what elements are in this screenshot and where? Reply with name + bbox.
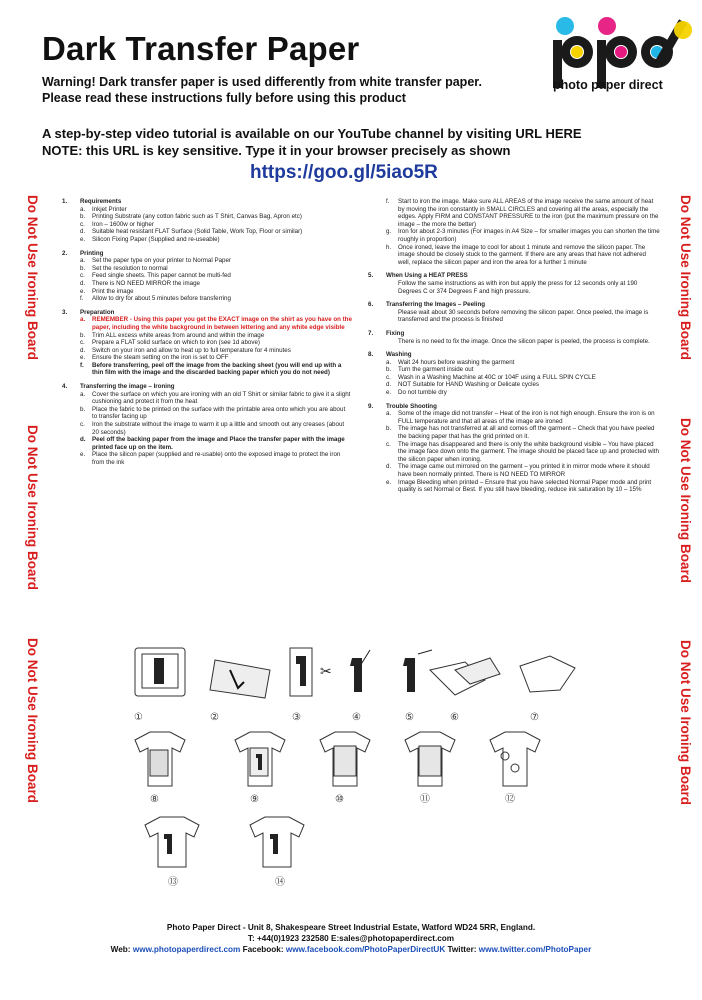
step-label: ⑩: [335, 794, 344, 805]
section-title: Trouble Shooting: [386, 402, 437, 410]
item-text: Image Bleeding when printed – Ensure that you have selected Normal Paper mode and print quality is set Normal or Best. If you still have bleeding, reduce ink saturation by 10 – 15%: [398, 478, 652, 494]
item-letter: a.: [80, 390, 86, 398]
item-text: Iron for about 2-3 minutes (For images in A4 Size – for smaller images you can shorten the time roughly in proportion): [398, 228, 660, 243]
item-text: Allow to dry for about 5 minutes before transferring: [92, 295, 231, 303]
step-label: ②: [210, 712, 219, 723]
list-item: [386, 244, 660, 267]
item-text: Trim ALL excess white areas from around and within the image: [92, 331, 265, 339]
section-text: There is no need to fix the image. Once the silicon paper is peeled, the process is complete.: [398, 337, 650, 345]
item-text: Once ironed, leave the image to cool for about 1 minute and remove the silicon paper. The image should be closely stuck to the garment. If there are any areas that have not adhered well, replace the silicon paper and iron the area for a further 1 minute: [398, 243, 646, 266]
facebook-label: Facebook:: [242, 945, 284, 954]
section-title: When Using a HEAT PRESS: [386, 272, 468, 280]
item-text: Wait 24 hours before washing the garment: [398, 358, 515, 366]
step-6-shirt-peel-illustration: [430, 658, 500, 695]
item-text: NOT Suitable for HAND Washing or Delicate cycles: [398, 381, 539, 389]
list-item: [80, 451, 352, 466]
item-text: There is NO NEED MIRROR the image: [92, 279, 200, 287]
list-item: [80, 406, 352, 421]
item-letter: a.: [80, 205, 86, 213]
section-number: 7.: [368, 329, 374, 337]
section-text: Please wait about 30 seconds before removing the silicon paper. Once peeled, the image is transferred and the process is finished: [398, 308, 649, 324]
item-letter: d.: [80, 279, 86, 287]
step-10-shirt-illustration: [320, 732, 370, 786]
warning-line-1: Warning! Dark transfer paper is used differently from white transfer paper.: [42, 75, 482, 89]
section-printing: [62, 250, 352, 303]
section-number: 5.: [368, 272, 374, 280]
item-text: Some of the image did not transfer – Heat of the iron is not high enough. Ensure the iron is on FULL temperature and that all areas of the image are ironed: [398, 410, 655, 425]
footer-links: [0, 944, 702, 955]
item-letter: d.: [80, 228, 86, 236]
website-link[interactable]: www.photopaperdirect.com: [132, 945, 241, 954]
item-text: Silicon Fixing Paper (Supplied and re-useable): [92, 235, 220, 243]
item-letter: c.: [386, 440, 391, 448]
item-text: Switch on your iron and allow to heat up to full temperature for 4 minutes: [92, 346, 291, 354]
step-9-shirt-illustration: [235, 732, 285, 786]
list-item-remember: [80, 316, 352, 331]
section-title: Fixing: [386, 329, 405, 337]
step-11-shirt-illustration: [405, 732, 455, 786]
item-text: Prepare a FLAT solid surface on which to iron (see 1d above): [92, 339, 260, 347]
item-letter: d.: [386, 381, 392, 389]
step-label: ⑨: [250, 794, 259, 805]
item-text: Iron – 1600w or higher: [92, 220, 154, 228]
facebook-link[interactable]: www.facebook.com/PhotoPaperDirectUK: [285, 945, 446, 954]
list-item: [386, 463, 660, 478]
list-item: [386, 359, 660, 367]
step-label: ⑦: [530, 712, 539, 723]
list-item: [80, 347, 352, 355]
footer: [0, 922, 702, 955]
item-letter: d.: [386, 463, 392, 471]
page-title: Dark Transfer Paper: [42, 30, 360, 67]
item-letter: c.: [80, 220, 85, 228]
item-letter: g.: [386, 228, 392, 236]
item-letter: e.: [80, 287, 86, 295]
item-letter: a.: [386, 358, 392, 366]
side-warning-right-1: Do Not Use Ironing Board: [678, 195, 693, 360]
step-7-shirt-illustration: [520, 656, 575, 692]
logo-tagline: photo paper direct: [553, 78, 663, 92]
item-text: The image came out mirrored on the garment – you printed it in mirror mode where it should have been normally printed. There is NO NEED TO MIRROR: [398, 463, 650, 478]
step-2-peel-illustration: [210, 660, 270, 698]
list-item: [80, 332, 352, 340]
step-13-shirt-illustration: [145, 817, 199, 867]
item-letter: h.: [386, 243, 392, 251]
list-item: [80, 354, 352, 362]
step-12-shirt-illustration: [490, 732, 540, 786]
item-text: Before transferring, peel off the image from the backing sheet (you will end up with a thin film with the image and the discarded backing paper which you do not need): [92, 361, 342, 377]
list-item: [80, 206, 352, 214]
item-letter: c.: [80, 272, 85, 280]
item-text: Set the paper type on your printer to Normal Paper: [92, 257, 231, 265]
step-1-printer-illustration: [135, 648, 185, 696]
item-text: Feed single sheets. This paper cannot be multi-fed: [92, 272, 231, 280]
item-letter: e.: [80, 451, 86, 459]
side-warning-left-1: Do Not Use Ironing Board: [25, 195, 40, 360]
section-washing: [368, 351, 660, 397]
section-transferring-ironing: [62, 383, 352, 467]
item-text: Wash in a Washing Machine at 40C or 104F using a FULL SPIN CYCLE: [398, 373, 596, 381]
item-letter: a.: [80, 257, 86, 265]
section-number: 4.: [62, 383, 68, 391]
ppd-logo: [545, 12, 695, 112]
item-letter: c.: [80, 421, 85, 429]
section-title: Requirements: [80, 198, 122, 205]
section-requirements: [62, 198, 352, 244]
step-illustrations: [120, 640, 590, 890]
item-letter: b.: [80, 264, 86, 272]
item-text: Turn the garment inside out: [398, 366, 474, 374]
list-item: [80, 391, 352, 406]
list-item: [386, 389, 660, 397]
list-item: [80, 288, 352, 296]
item-text: The image has disappeared and there is only the white background visible – You have placed the image face down onto the garment. The image should be placed face up and protected with the silicon paper when ironing.: [398, 440, 659, 463]
item-text: Peel off the backing paper from the image and Place the transfer paper with the image printed face up on the item.: [92, 436, 345, 451]
item-letter: a.: [80, 316, 86, 324]
side-warning-left-2: Do Not Use Ironing Board: [25, 425, 40, 590]
tutorial-url-link[interactable]: https://goo.gl/5iao5R: [250, 162, 438, 183]
list-item: [80, 272, 352, 280]
step-label: ①: [134, 712, 143, 723]
item-text: Start to iron the image. Make sure ALL AREAS of the image receive the same amount of heat by moving the iron constantly in SMALL CIRCLES and covering all the areas, especially the edges. Apply FIRM and CONSTANT PRESSURE to the iron (put the maximum pressure on the image – the more the better): [398, 198, 659, 228]
warning-line-2: Please read these instructions fully before using this product: [42, 91, 406, 105]
item-text: Print the image: [92, 287, 134, 295]
step-14-shirt-illustration: [250, 817, 304, 867]
item-letter: e.: [386, 389, 392, 397]
item-letter: a.: [386, 410, 392, 418]
video-line-1: A step-by-step video tutorial is available on our YouTube channel by visiting URL HERE: [42, 126, 582, 141]
side-warning-right-2: Do Not Use Ironing Board: [678, 418, 693, 583]
step-label: ⑥: [450, 712, 459, 723]
side-warning-right-3: Do Not Use Ironing Board: [678, 640, 693, 805]
section-number: 8.: [368, 351, 374, 359]
item-text: Set the resolution to normal: [92, 264, 168, 272]
section-trouble-shooting: [368, 403, 660, 494]
list-item: [386, 366, 660, 374]
item-letter: b.: [80, 405, 86, 413]
step-8-shirt-illustration: [135, 732, 185, 786]
step-5-separate-illustration: [403, 650, 432, 692]
section-number: 6.: [368, 301, 374, 309]
section-number: 2.: [62, 249, 68, 257]
section-text: Follow the same instructions as with iron but apply the press for 12 seconds only at 190 Degrees C or 374 Degrees F and high pressure.: [398, 279, 638, 295]
list-item: [386, 425, 660, 440]
list-item: [80, 280, 352, 288]
section-title: Transferring the image – Ironing: [80, 383, 175, 391]
step-label: ⑫: [505, 794, 515, 805]
item-letter: b.: [80, 331, 86, 339]
video-note: [42, 125, 642, 159]
item-letter: e.: [386, 478, 392, 486]
footer-address: Photo Paper Direct - Unit 8, Shakespeare Street Industrial Estate, Watford WD24 5RR, England.: [166, 923, 536, 932]
step-label: ⑪: [420, 794, 430, 805]
step-label: ③: [292, 712, 301, 723]
right-instructions-column: [368, 198, 660, 500]
step-label: ⑭: [275, 877, 285, 888]
item-letter: c.: [386, 373, 391, 381]
item-letter: f.: [80, 295, 84, 303]
step-4-cut-illustration: [350, 650, 370, 692]
list-item: [80, 265, 352, 273]
section-title: Printing: [80, 249, 104, 257]
step-label: ④: [352, 712, 361, 723]
item-letter: b.: [80, 213, 86, 221]
list-item: [80, 257, 352, 265]
list-item: [386, 374, 660, 382]
section-preparation: [62, 309, 352, 377]
list-item: [80, 228, 352, 236]
list-item: [80, 295, 352, 303]
item-text: Cover the surface on which you are ironing with an old T Shirt or similar fabric to give it a slight cushioning and protect it from the heat: [92, 390, 351, 406]
item-text: The image has not transferred at all and comes off the garment – Check that you have peeled the backing paper that has the grid printed on it.: [398, 425, 655, 441]
section-number: 1.: [62, 198, 68, 205]
section-title: Transferring the Images – Peeling: [386, 301, 486, 309]
warning-text: [42, 74, 512, 106]
item-letter: b.: [386, 366, 392, 374]
item-letter: c.: [80, 339, 85, 347]
section-fixing: [368, 330, 660, 345]
step-label: ⑧: [150, 794, 159, 805]
list-item: [80, 362, 352, 377]
left-instructions-column: [62, 198, 352, 473]
item-text: Place the fabric to be printed on the surface with the printable area onto which you are about to transfer facing up: [92, 405, 346, 421]
svg-text:✂: ✂: [320, 663, 332, 679]
list-item: [386, 410, 660, 425]
section-ironing-continued: [368, 198, 660, 266]
item-text: REMEMBER - Using this paper you get the EXACT image on the shirt as you have on the paper, including the white background in between lettering and any white edge visible: [92, 316, 352, 331]
list-item: [80, 221, 352, 229]
item-letter: e.: [80, 354, 86, 362]
item-text: Printing Substrate (any cotton fabric such as T Shirt, Canvas Bag, Apron etc): [92, 213, 302, 221]
section-number: 3.: [62, 308, 68, 316]
item-letter: f.: [386, 198, 390, 205]
section-number: 9.: [368, 402, 374, 410]
video-line-2: NOTE: this URL is key sensitive. Type it in your browser precisely as shown: [42, 143, 511, 158]
item-text: Inkjet Printer: [92, 205, 127, 213]
item-letter: d.: [80, 346, 86, 354]
list-item: [80, 421, 352, 436]
list-item: [80, 236, 352, 244]
item-letter: b.: [386, 425, 392, 433]
item-letter: d.: [80, 436, 86, 444]
step-3-trim-illustration: [290, 648, 332, 696]
list-item: [386, 381, 660, 389]
section-heat-press: [368, 272, 660, 295]
section-peeling: [368, 301, 660, 324]
item-letter: f.: [80, 361, 84, 369]
list-item: [386, 479, 660, 494]
item-text: Ensure the steam setting on the iron is set to OFF: [92, 354, 229, 362]
footer-contact: T: +44(0)1923 232580 E:sales@photopaperdirect.com: [247, 934, 455, 943]
list-item: [80, 339, 352, 347]
section-title: Washing: [386, 351, 412, 359]
step-label: ⑬: [168, 877, 178, 888]
twitter-label: Twitter:: [447, 945, 477, 954]
list-item: [80, 213, 352, 221]
list-item: [386, 228, 660, 243]
step-label: ⑤: [405, 712, 414, 723]
item-letter: e.: [80, 235, 86, 243]
section-title: Preparation: [80, 308, 115, 316]
item-text: Do not tumble dry: [398, 389, 447, 397]
web-label: Web:: [110, 945, 131, 954]
side-warning-left-3: Do Not Use Ironing Board: [25, 638, 40, 803]
list-item: [80, 436, 352, 451]
list-item: [386, 441, 660, 464]
item-text: Suitable heat resistant FLAT Surface (Solid Table, Work Top, Floor or similar): [92, 228, 303, 236]
item-text: Place the silicon paper (supplied and re-usable) onto the exposed image to protect the iron from the ink: [92, 451, 341, 466]
item-text: Iron the substrate without the image to warm it up a little and smooth out any creases (about 20 seconds): [92, 421, 345, 436]
list-item: [386, 198, 660, 228]
twitter-link[interactable]: www.twitter.com/PhotoPaper: [478, 945, 592, 954]
